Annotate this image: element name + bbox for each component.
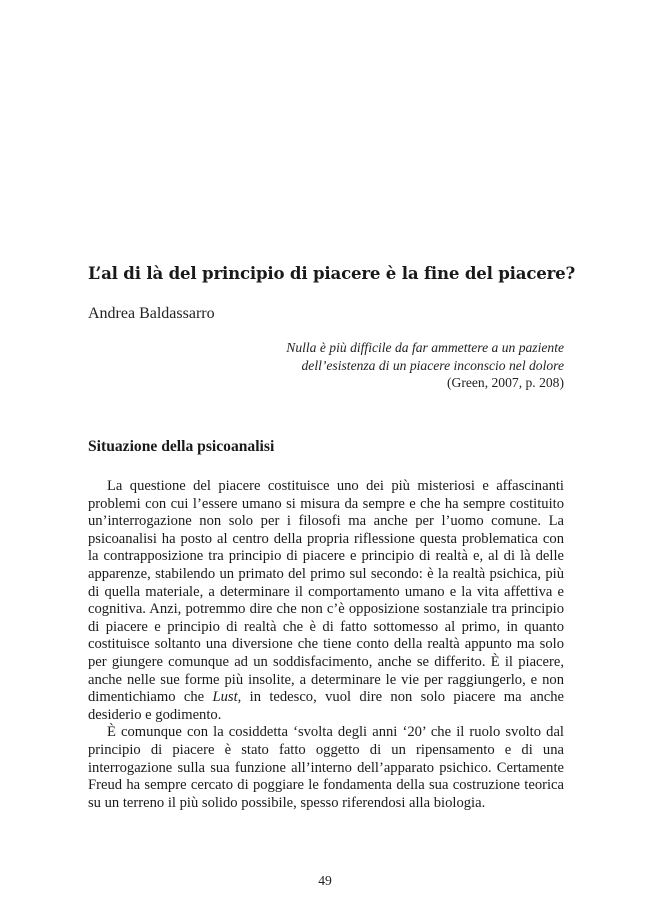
paragraph-text: La questione del piacere costituisce uno dei più misteriosi e affascinanti problemi con cui l’essere umano si misura da sempre e che ha sempre costituito un’interrogazione non solo per i filosofi ma anche per l’uomo comune. La psicoanalisi ha posto al centro della propria riflessione questa problematica con la contrapposizione tra principio di piacere e principio di realtà e, al di là delle apparenze, stabilendo un primato del primo sul secondo: è la realtà psichica, più di quella materiale, a determinare il comportamento umano e la vita affettiva e cognitiva. Anzi, potremmo dire che non c’è opposizione sostanziale tra principio di piacere e principio di realtà che è di fatto sottomesso al primo, in quanto costituisce soltanto una diversione che tiene conto della realtà appunto ma solo per giungere comunque ad un soddisfacimento, anche se differito. È il piacere, anche nelle sue forme più insolite, a determinare le vie per raggiungerlo, e non dimentichiamo che [88,478,564,706]
paragraph [88,478,564,724]
author-name: Andrea Baldassarro [88,305,215,322]
body-text [88,478,564,812]
emphasized-word: Lust [212,689,238,706]
epigraph-line: dell’esistenza di un piacere inconscio nel dolore [301,357,564,373]
section-heading: Situazione della psicoanalisi [88,438,275,455]
paragraph: È comunque con la cosiddetta ‘svolta degli anni ‘20’ che il ruolo svolto dal principio di piacere è stato fatto oggetto di un ripensamento e di una interrogazione sulla sua funzione all’interno dell’apparato psichico. Certamente Freud ha sempre cercato di poggiare le fondamenta della sua costruzione teorica su un terreno il più solido possibile, spesso riferendosi alla biologia. [88,724,564,811]
page-number: 49 [318,873,332,888]
paragraph-text: , in tedesco, vuol dire non solo piacere ma anche desiderio e godimento. [88,689,565,723]
epigraph [244,339,564,392]
chapter-title: L’al di là del principio di piacere è la fine del piacere? [88,263,575,283]
epigraph-line: Nulla è più difficile da far ammettere a un paziente [286,340,564,355]
epigraph-citation: (Green, 2007, p. 208) [446,375,564,391]
